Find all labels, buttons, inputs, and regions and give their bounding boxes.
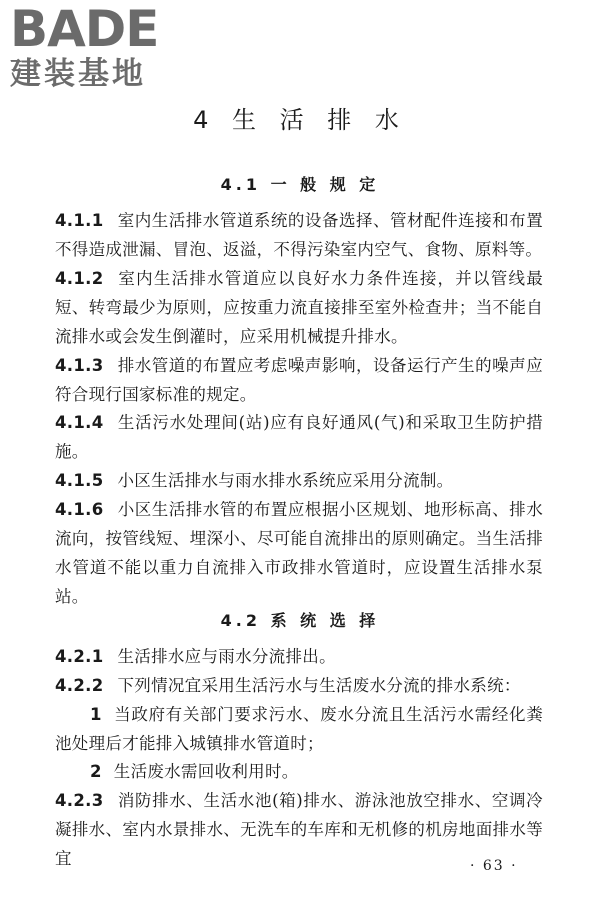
clause-number: 4.1.3 (55, 356, 104, 375)
clause-4-1-1 (55, 206, 543, 264)
item-text: 当政府有关部门要求污水、废水分流且生活污水需经化粪池处理后才能排入城镇排水管道时； (55, 705, 543, 753)
clause-text: 生活排水应与雨水分流排出。 (117, 647, 336, 666)
item-text: 生活废水需回收利用时。 (113, 762, 299, 781)
clause-number: 4.1.5 (55, 471, 104, 490)
clause-number: 4.1.1 (55, 211, 104, 230)
clause-number: 4.2.1 (55, 647, 104, 666)
page-number: · 63 · (470, 858, 518, 874)
logo-subtitle: 建装基地 (10, 56, 146, 92)
section-title-4-2: 4.2 系 统 选 择 (220, 611, 380, 630)
clause-number: 4.1.4 (55, 413, 104, 432)
clause-4-2-2 (55, 671, 543, 700)
clause-text: 小区生活排水与雨水排水系统应采用分流制。 (117, 471, 454, 490)
clause-text: 排水管道的布置应考虑噪声影响，设备运行产生的噪声应符合现行国家标准的规定。 (55, 356, 543, 404)
clause-text: 室内生活排水管道系统的设备选择、管材配件连接和布置不得造成泄漏、冒泡、返溢，不得污染室内空气、食物、原料等。 (55, 211, 543, 259)
section-title-4-1: 4.1 一 般 规 定 (220, 175, 380, 194)
clause-4-1-2 (55, 264, 543, 351)
clause-number: 4.2.2 (55, 676, 104, 695)
clause-text: 生活污水处理间(站)应有良好通风(气)和采取卫生防护措施。 (55, 413, 543, 461)
clause-text: 小区生活排水管的布置应根据小区规划、地形标高、排水流向，按管线短、埋深小、尽可能自流排出的原则确定。当生活排水管道不能以重力自流排入市政排水管道时，应设置生活排水泵站。 (55, 500, 543, 606)
item-number: 1 (90, 705, 102, 724)
clause-4-1-5 (55, 466, 543, 495)
chapter-title: 4 生 活 排 水 (193, 106, 407, 134)
clause-4-1-6 (55, 495, 543, 611)
item-number: 2 (90, 762, 102, 781)
logo-wordmark: BADE (10, 0, 159, 58)
clause-number: 4.1.6 (55, 500, 104, 519)
clause-text: 消防排水、生活水池(箱)排水、游泳池放空排水、空调冷凝排水、室内水景排水、无洗车的车库和无机修的机房地面排水等宜 (55, 791, 543, 868)
clause-number: 4.2.3 (55, 791, 104, 810)
clause-text: 室内生活排水管道应以良好水力条件连接，并以管线最短、转弯最少为原则，应按重力流直接排至室外检查井；当不能自流排水或会发生倒灌时，应采用机械提升排水。 (55, 269, 543, 346)
clause-4-2-2-item-2 (55, 757, 543, 786)
clause-4-2-2-item-1 (55, 700, 543, 758)
clause-4-1-4 (55, 408, 543, 466)
clause-4-2-1 (55, 642, 543, 671)
clause-number: 4.1.2 (55, 269, 104, 288)
clause-4-1-3 (55, 351, 543, 409)
logo (10, 0, 180, 92)
clause-text: 下列情况宜采用生活污水与生活废水分流的排水系统： (117, 676, 521, 695)
